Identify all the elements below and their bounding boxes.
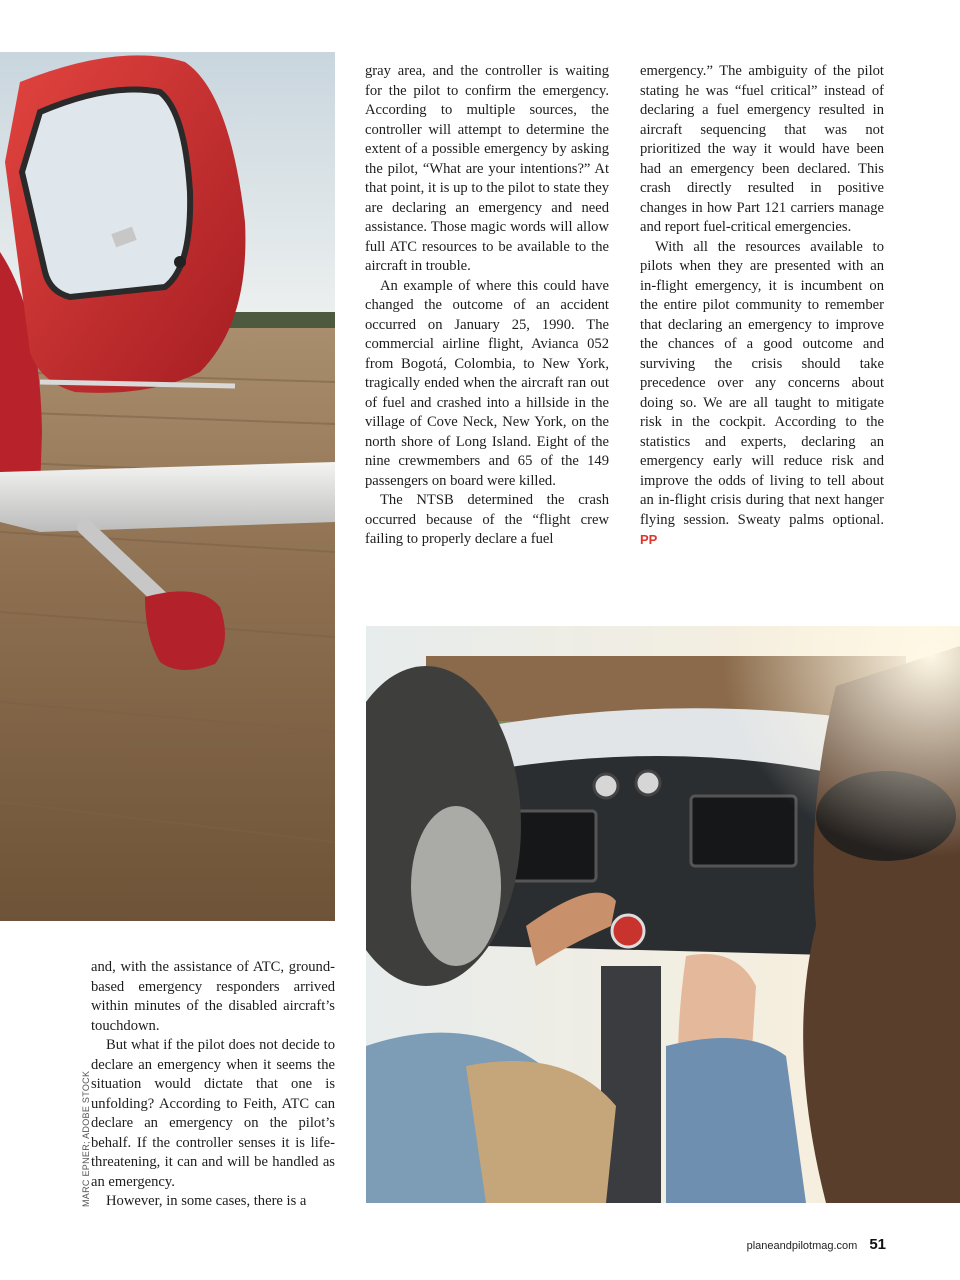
cockpit-photo — [366, 626, 960, 1203]
article-column-3 — [640, 62, 884, 551]
paragraph — [640, 238, 884, 551]
article-column-1 — [91, 958, 335, 1212]
paragraph: An example of where this could have changed the outcome of an accident occurred on January 25, 1990. The commercial airline flight, Avianca 052 from Bogotá, Colombia, to New York, tragically ended when the aircraft ran out of fuel and crashed into a hillside in the village of Cove Neck, New York, on the north shore of Long Island. Eight of the nine crewmembers and 65 of the 149 passengers on board were killed. — [365, 277, 609, 489]
photo-credit: MARC EPNER; ADOBE STOCK — [81, 1070, 91, 1207]
paragraph: But what if the pilot does not decide to declare an emergency when it seems the situation would dictate that one is unfolding? According to Feith, ATC can declare an emergency on the pilot’s behalf. If the controller senses it is life-threatening, it can and will be handled as an emergency. — [91, 1037, 335, 1190]
paragraph: The NTSB determined the crash occurred because of the “flight crew failing to properly declare a fuel — [365, 492, 609, 547]
article-column-2 — [365, 62, 609, 550]
page-number: 51 — [869, 1236, 886, 1253]
paragraph: However, in some cases, there is a — [106, 1193, 307, 1209]
page-footer — [747, 1236, 886, 1253]
paragraph: emergency.” The ambiguity of the pilot stating he was “fuel critical” instead of declaring a fuel emergency resulted in aircraft sequencing that was not prioritized the way it would have been had an emergency been declared. This crash directly resulted in positive changes in how Part 121 carriers manage and report fuel-critical emergencies. — [640, 63, 884, 235]
paragraph-text: With all the resources available to pilots when they are presented with an in-flight emergency, it is incumbent on the entire pilot community to remember that declaring an emergency to improve the chances of a good outcome and surviving the crisis should take precedence over any concerns about doing so. We are all taught to mitigate risk in the cockpit. According to the statistics and experts, declaring an emergency early will reduce risk and improve the odds of living to tell about an in-flight crisis during that next hanger flying session. Sweaty palms optional. — [640, 238, 884, 528]
paragraph: gray area, and the controller is waiting for the pilot to confirm the emergency. According to multiple sources, the controller will attempt to determine the extent of a possible emergency by asking the pilot, “What are your intentions?” At that point, it is up to the pilot to state they are declaring an emergency and need assistance. Those magic words will allow full ATC resources to be available to the aircraft in trouble. — [365, 63, 609, 274]
aircraft-door-photo — [0, 52, 335, 921]
end-mark: PP — [640, 532, 658, 547]
footer-website: planeandpilotmag.com — [746, 1240, 858, 1252]
paragraph: and, with the assistance of ATC, ground-based emergency responders arrived within minutes of the disabled aircraft’s touchdown. — [91, 959, 335, 1034]
